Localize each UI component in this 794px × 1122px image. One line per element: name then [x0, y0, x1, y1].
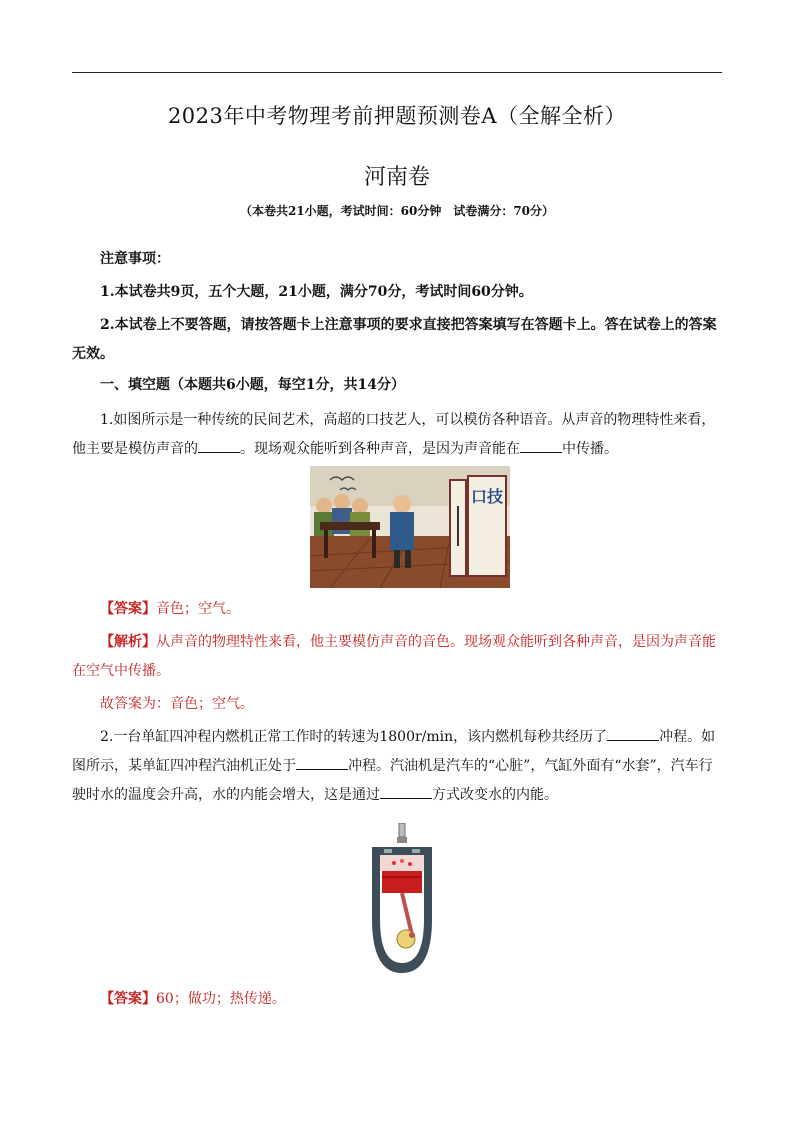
notice-item-1: 1.本试卷共9页，五个大题，21小题，满分70分，考试时间60分钟。 — [100, 284, 533, 300]
notice-heading: 注意事项： — [100, 251, 170, 267]
kouji-illustration — [310, 466, 510, 588]
q1-answer-label: 【答案】 — [100, 601, 156, 617]
q2-blank-1 — [607, 728, 659, 741]
notice-item-2: 2.本试卷上不要答题，请按答题卡上注意事项的要求直接把答案填写在答题卡上。答在试卷上的答案无效。 — [72, 317, 717, 362]
q1-blank-2 — [520, 440, 562, 453]
q2-blank-2 — [296, 757, 348, 770]
q2-text-c: 冲程。汽油机是汽车的“心脏”，气缸外面有“水套”，汽车行驶时水的温度会升高，水的内能会增大，这是通过 — [72, 758, 713, 803]
kouji-sign: 口技 — [470, 487, 504, 506]
q1-answer — [100, 595, 722, 624]
q2-blank-3 — [380, 786, 432, 799]
q1-text-a: 1.如图所示是一种传统的民间艺术，高超的口技艺人，可以模仿各种语音。从声音的物理特性来看，他主要是模仿声音的 — [72, 412, 716, 457]
q1-blank-1 — [198, 440, 240, 453]
page-subtitle: 河南卷 — [363, 165, 430, 190]
q1-analysis-label: 【解析】 — [100, 634, 156, 650]
q1-analysis-text: 从声音的物理特性来看，他主要模仿声音的音色。现场观众能听到各种声音，是因为声音能在空气中传播。 — [72, 634, 716, 679]
engine-cylinder-diagram — [368, 823, 436, 975]
q1-text-b: 。现场观众能听到各种声音，是因为声音能在 — [240, 441, 520, 457]
q2-answer-text: 60；做功；热传递。 — [156, 991, 286, 1007]
q2-text-a: 2.一台单缸四冲程内燃机正常工作时的转速为1800r/min，该内燃机每秒共经历了 — [100, 729, 608, 745]
q2-text-d: 方式改变水的内能。 — [432, 787, 558, 803]
q1-conclusion: 故答案为：音色；空气。 — [100, 696, 254, 712]
q2-text-b: 冲程。如图所示，某单缸四冲程汽油机正处于 — [72, 729, 716, 774]
section-1-heading: 一、填空题（本题共6小题，每空1分，共14分） — [100, 377, 405, 393]
q1-text-c: 中传播。 — [562, 441, 618, 457]
q2-answer — [100, 985, 722, 1014]
q1-analysis — [72, 628, 722, 686]
top-rule — [72, 72, 722, 73]
q1-answer-text: 音色；空气。 — [156, 601, 240, 617]
q2-answer-label: 【答案】 — [100, 991, 156, 1007]
page-title: 2023年中考物理考前押题预测卷A（全解全析） — [167, 104, 627, 128]
question-1 — [72, 406, 722, 464]
question-2 — [72, 723, 722, 810]
exam-meta: （本卷共21小题，考试时间：60分钟 试卷满分：70分） — [239, 204, 555, 218]
